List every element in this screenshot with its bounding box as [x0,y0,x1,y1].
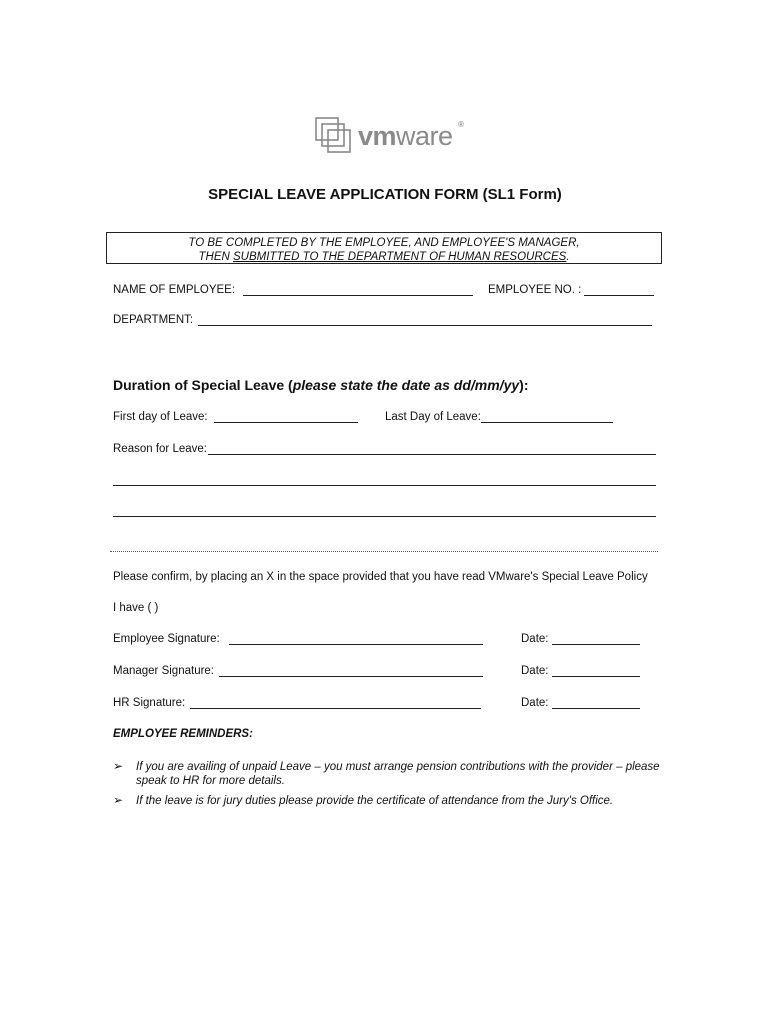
employee-signature-field[interactable] [229,644,483,645]
registered-mark: ® [458,120,464,129]
vmware-wordmark: vmware [358,121,453,151]
employee-name-label: NAME OF EMPLOYEE: [113,284,236,296]
arrow-bullet-icon: ➢ [113,793,124,807]
employee-date-label: Date: [521,633,549,645]
instruction-box [106,232,662,264]
last-day-field[interactable] [481,422,613,423]
last-day-label: Last Day of Leave: [385,411,481,423]
employee-date-field[interactable] [552,644,640,645]
reminder-item-2: If the leave is for jury duties please provide the certificate of attendance from the Jury's Office. [136,795,614,807]
hr-signature-field[interactable] [190,708,481,709]
vmware-logo [314,116,474,156]
i-have-checkbox[interactable]: I have ( ) [113,602,159,614]
manager-date-label: Date: [521,665,549,677]
vmware-squares-icon [314,116,354,156]
reason-field-line-1[interactable] [208,454,656,455]
form-title: SPECIAL LEAVE APPLICATION FORM (SL1 Form) [208,186,562,203]
reminder-item-1: If you are availing of unpaid Leave – you must arrange pension contributions with the provider – please speak to HR for more details. [136,761,660,787]
employee-name-field[interactable] [243,295,473,296]
dotted-divider [110,551,658,552]
employee-signature-label: Employee Signature: [113,633,220,645]
employee-no-field[interactable] [584,295,654,296]
reason-label: Reason for Leave: [113,443,207,455]
arrow-bullet-icon: ➢ [113,759,124,773]
department-field[interactable] [198,325,652,326]
hr-date-field[interactable] [552,708,640,709]
hr-signature-label: HR Signature: [113,697,186,709]
duration-heading: Duration of Special Leave (please state the date as dd/mm/yy): [113,377,529,393]
policy-confirm-text: Please confirm, by placing an X in the space provided that you have read VMware's Special Leave Policy [113,571,648,583]
manager-signature-field[interactable] [219,676,483,677]
reminders-heading: EMPLOYEE REMINDERS: [113,728,253,740]
reason-field-line-3[interactable] [113,516,656,517]
instruction-line-1: TO BE COMPLETED BY THE EMPLOYEE, AND EMPLOYEE'S MANAGER, [188,237,580,249]
instruction-line-2: THEN SUBMITTED TO THE DEPARTMENT OF HUMAN RESOURCES. [198,251,570,263]
department-label: DEPARTMENT: [113,314,194,326]
manager-signature-label: Manager Signature: [113,665,215,677]
first-day-label: First day of Leave: [113,411,208,423]
employee-no-label: EMPLOYEE NO. : [488,284,582,296]
manager-date-field[interactable] [552,676,640,677]
hr-date-label: Date: [521,697,549,709]
first-day-field[interactable] [214,422,358,423]
reason-field-line-2[interactable] [113,485,656,486]
